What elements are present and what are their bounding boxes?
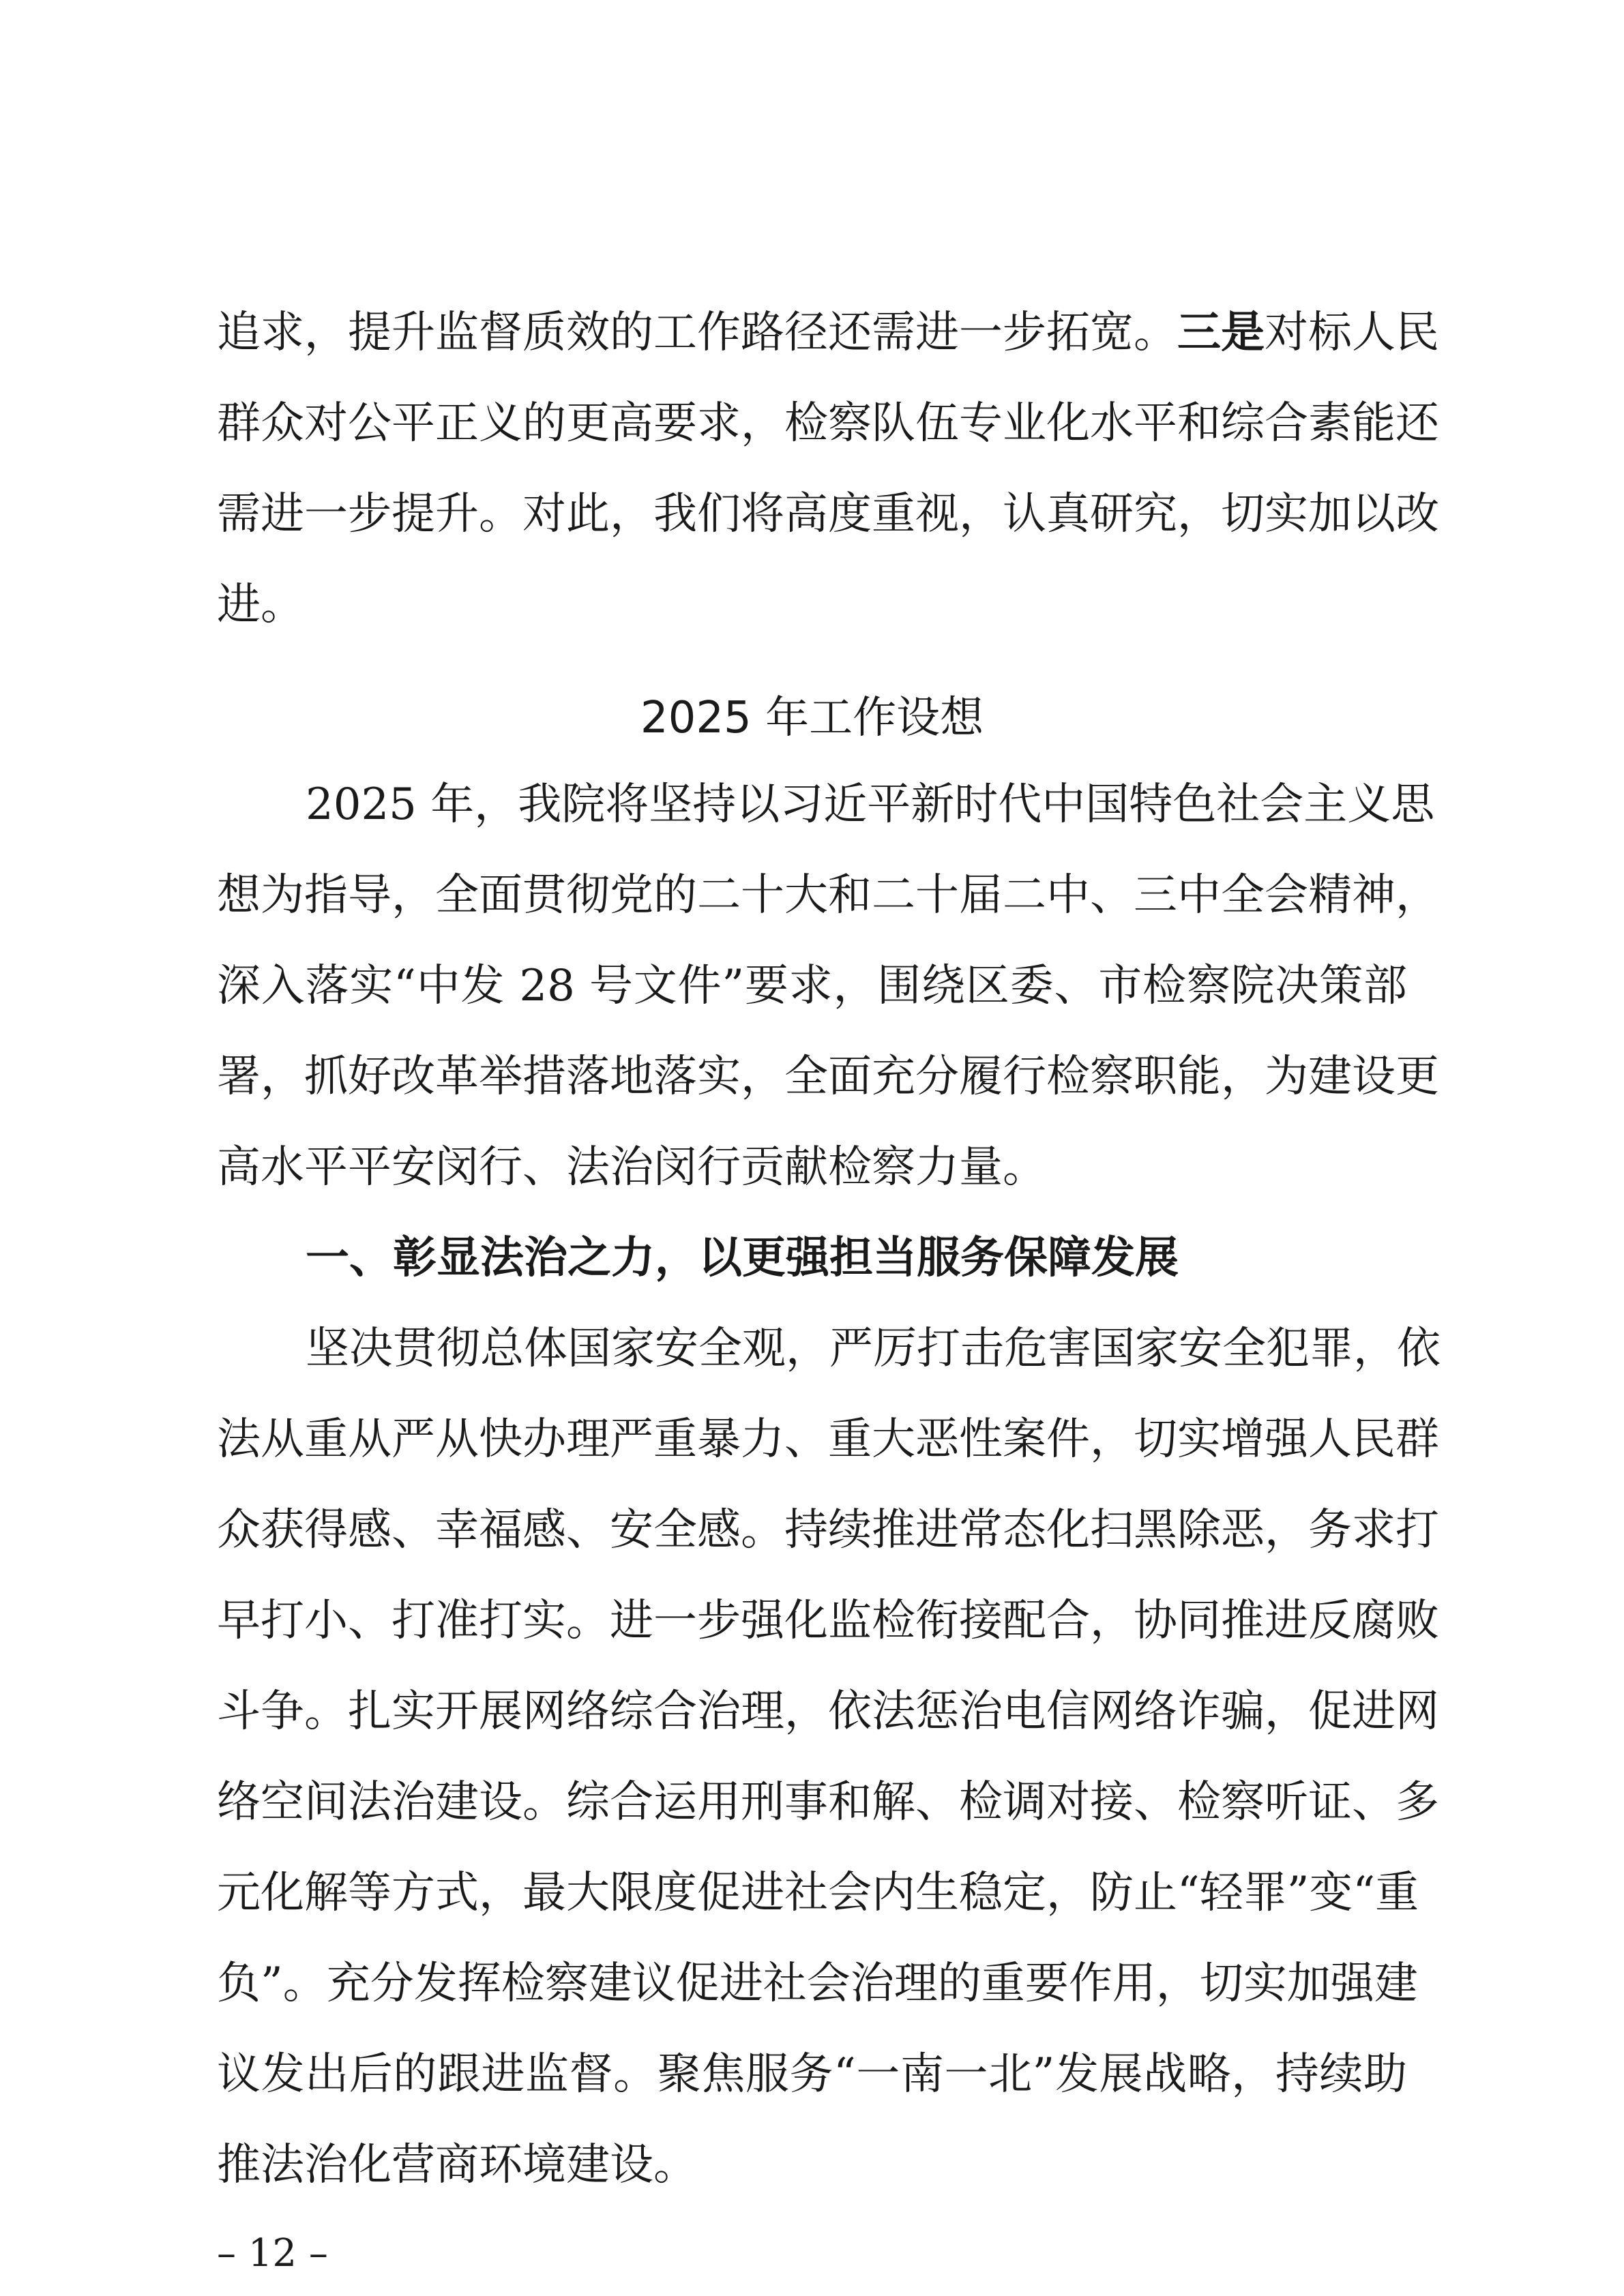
- paragraph-line: 高水平平安闵行、法治闵行贡献检察力量。: [217, 1142, 1046, 1193]
- paragraph-line: 进。: [217, 580, 304, 630]
- paragraph-line: 法从重从严从快办理严重暴力、重大恶性案件，切实增强人民群: [217, 1414, 1439, 1465]
- paragraph-line: 坚决贯彻总体国家安全观，严厉打击危害国家安全犯罪，依: [306, 1324, 1441, 1374]
- paragraph-line: [217, 305, 1439, 360]
- paragraph-line: 负”。充分发挥检察建议促进社会治理的重要作用，切实加强建: [217, 1958, 1418, 2009]
- paragraph-line: 元化解等方式，最大限度促进社会内生稳定，防止“轻罪”变“重: [217, 1868, 1419, 1918]
- paragraph-line: 众获得感、幸福感、安全感。持续推进常态化扫黑除恶，务求打: [217, 1505, 1439, 1555]
- paragraph-line: 需进一步提升。对此，我们将高度重视，认真研究，切实加以改: [217, 489, 1439, 539]
- section-title: 2025 年工作设想: [640, 693, 984, 743]
- paragraph-line: 络空间法治建设。综合运用刑事和解、检调对接、检察听证、多: [217, 1777, 1439, 1828]
- paragraph-line: 推法治化营商环境建设。: [217, 2140, 697, 2190]
- paragraph-line: 署，抓好改革举措落地落实，全面充分履行检察职能，为建设更: [217, 1052, 1439, 1102]
- paragraph-line: 早打小、打准打实。进一步强化监检衔接配合，协同推进反腐败: [217, 1596, 1439, 1646]
- paragraph-line: 群众对公平正义的更高要求，检察队伍专业化水平和综合素能还: [217, 398, 1439, 449]
- paragraph-line: 想为指导，全面贯彻党的二十大和二十届二中、三中全会精神，: [217, 870, 1439, 921]
- paragraph-line: 斗争。扎实开展网络综合治理，依法惩治电信网络诈骗，促进网: [217, 1686, 1439, 1737]
- paragraph-line: 2025 年，我院将坚持以习近平新时代中国特色社会主义思: [306, 779, 1435, 830]
- page-number: – 12 –: [217, 2231, 328, 2276]
- paragraph-line: 深入落实“中发 28 号文件”要求，围绕区委、市检察院决策部: [217, 961, 1407, 1011]
- subheading: 一、彰显法治之力，以更强担当服务保障发展: [306, 1233, 1179, 1283]
- paragraph-line: 议发出后的跟进监督。聚焦服务“一南一北”发展战略，持续助: [217, 2049, 1407, 2100]
- text-run: 追求，提升监督质效的工作路径还需进一步拓宽。: [217, 308, 1177, 358]
- bold-keyword: 三是: [1177, 308, 1265, 358]
- text-run: 对标人民: [1265, 308, 1439, 358]
